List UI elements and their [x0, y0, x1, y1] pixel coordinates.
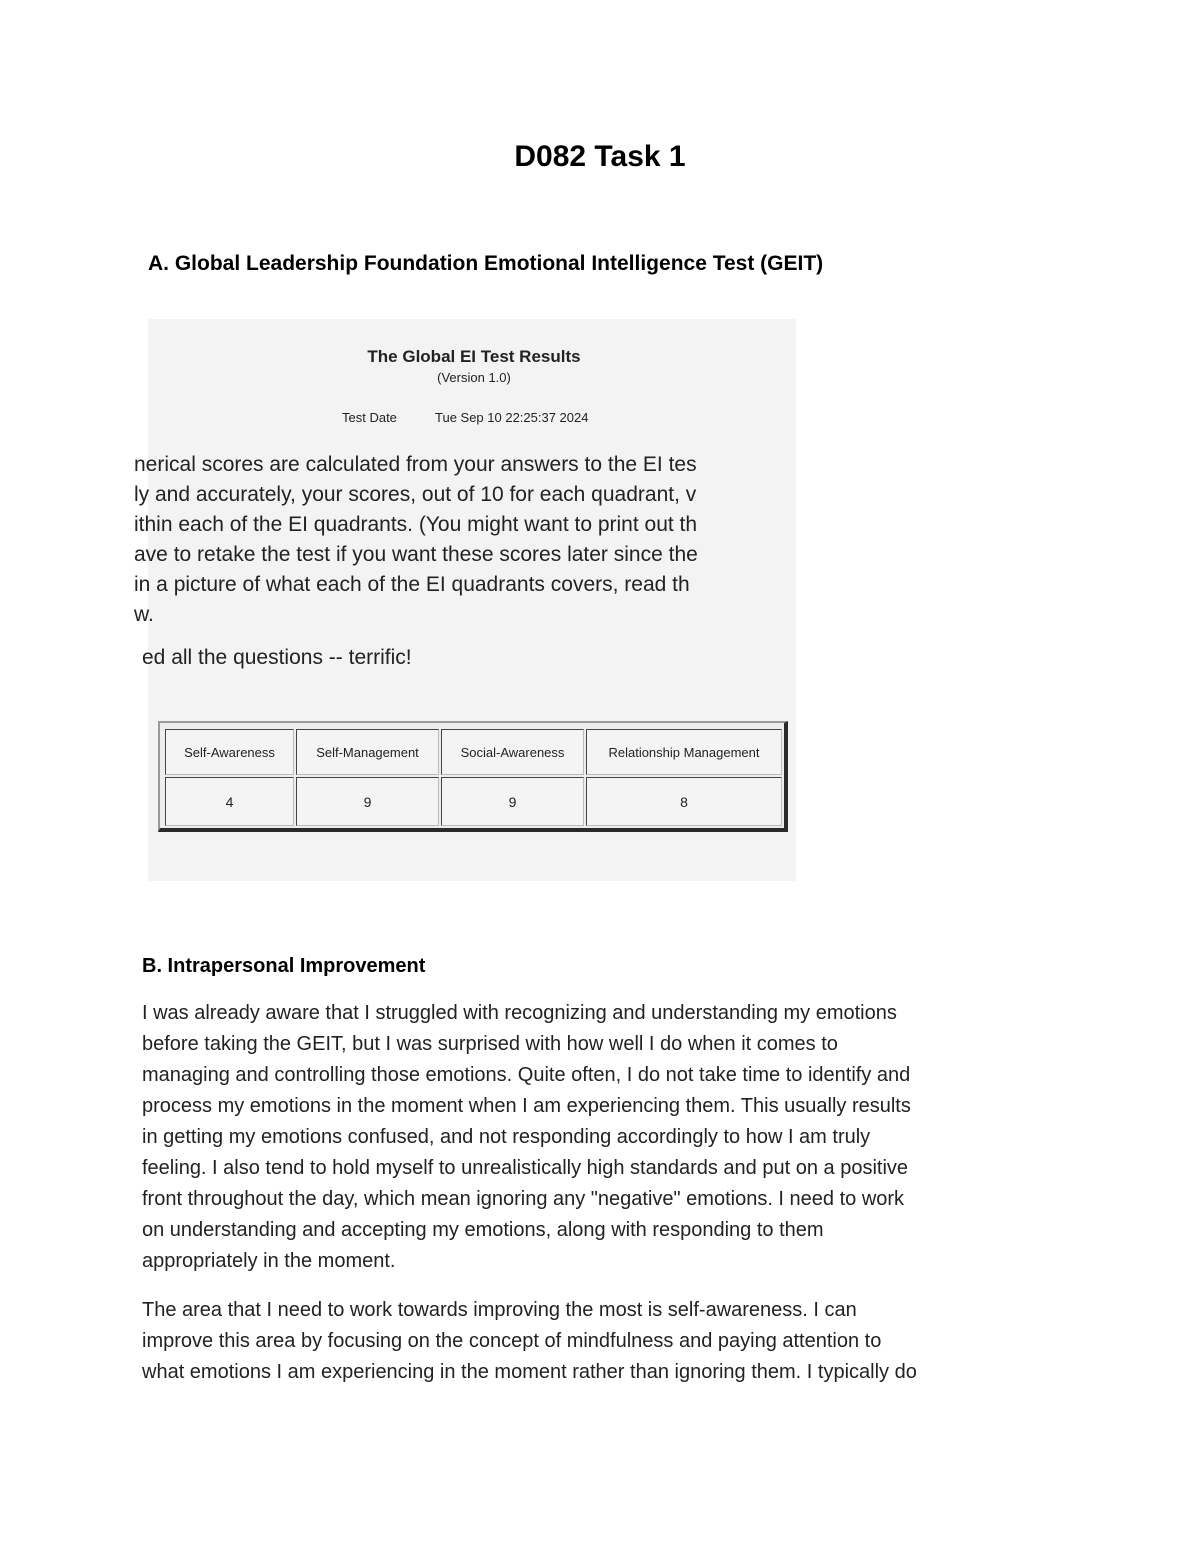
paragraph-line: managing and controlling those emotions. Quite often, I do not take time to identify and: [142, 1064, 911, 1086]
score-value-self-awareness: 4: [165, 777, 294, 826]
score-table-frame: [158, 721, 788, 832]
section-a-heading: A. Global Leadership Foundation Emotional Intelligence Test (GEIT): [148, 252, 824, 275]
test-date-value: Tue Sep 10 22:25:37 2024: [435, 410, 589, 425]
results-title: The Global EI Test Results: [367, 347, 581, 366]
score-header-relationship-management: Relationship Management: [586, 729, 782, 775]
paragraph-line: front throughout the day, which mean ignoring any "negative" emotions. I need to work: [142, 1188, 905, 1210]
results-description-line: nerical scores are calculated from your answers to the EI tes: [134, 453, 697, 476]
score-value-relationship-management: 8: [586, 777, 782, 826]
results-description-line: in a picture of what each of the EI quadrants covers, read th: [134, 573, 690, 596]
completion-message: ed all the questions -- terrific!: [142, 646, 412, 669]
section-b-heading: B. Intrapersonal Improvement: [142, 955, 426, 977]
score-header-social-awareness: Social-Awareness: [441, 729, 584, 775]
paragraph-2: [142, 1295, 1082, 1388]
results-description: [134, 450, 834, 630]
results-description-line: ly and accurately, your scores, out of 10 for each quadrant, v: [134, 483, 697, 506]
results-description-line: ave to retake the test if you want these scores later since the: [134, 543, 698, 566]
paragraph-line: improve this area by focusing on the concept of mindfulness and paying attention to: [142, 1330, 882, 1352]
paragraph-line: on understanding and accepting my emotions, along with responding to them: [142, 1219, 824, 1241]
score-value-social-awareness: 9: [441, 777, 584, 826]
score-header-self-management: Self-Management: [296, 729, 439, 775]
results-description-line: ithin each of the EI quadrants. (You might want to print out th: [134, 513, 698, 536]
paragraph-line: appropriately in the moment.: [142, 1250, 396, 1272]
page-title: D082 Task 1: [514, 140, 686, 173]
score-header-self-awareness: Self-Awareness: [165, 729, 294, 775]
paragraph-line: The area that I need to work towards improving the most is self-awareness. I can: [142, 1299, 857, 1321]
paragraph-line: I was already aware that I struggled with recognizing and understanding my emotions: [142, 1002, 897, 1024]
paragraph-line: process my emotions in the moment when I am experiencing them. This usually results: [142, 1095, 911, 1117]
test-date-label: Test Date: [342, 410, 397, 425]
results-description-line: w.: [134, 603, 154, 626]
paragraph-line: before taking the GEIT, but I was surprised with how well I do when it comes to: [142, 1033, 838, 1055]
score-value-self-management: 9: [296, 777, 439, 826]
score-table: [163, 727, 784, 828]
paragraph-line: what emotions I am experiencing in the moment rather than ignoring them. I typically do: [142, 1361, 917, 1383]
results-version: (Version 1.0): [437, 370, 511, 385]
geit-results-screenshot: [134, 319, 796, 881]
paragraph-line: feeling. I also tend to hold myself to unrealistically high standards and put on a positive: [142, 1157, 909, 1179]
paragraph-1: [142, 998, 1082, 1277]
paragraph-line: in getting my emotions confused, and not responding accordingly to how I am truly: [142, 1126, 871, 1148]
